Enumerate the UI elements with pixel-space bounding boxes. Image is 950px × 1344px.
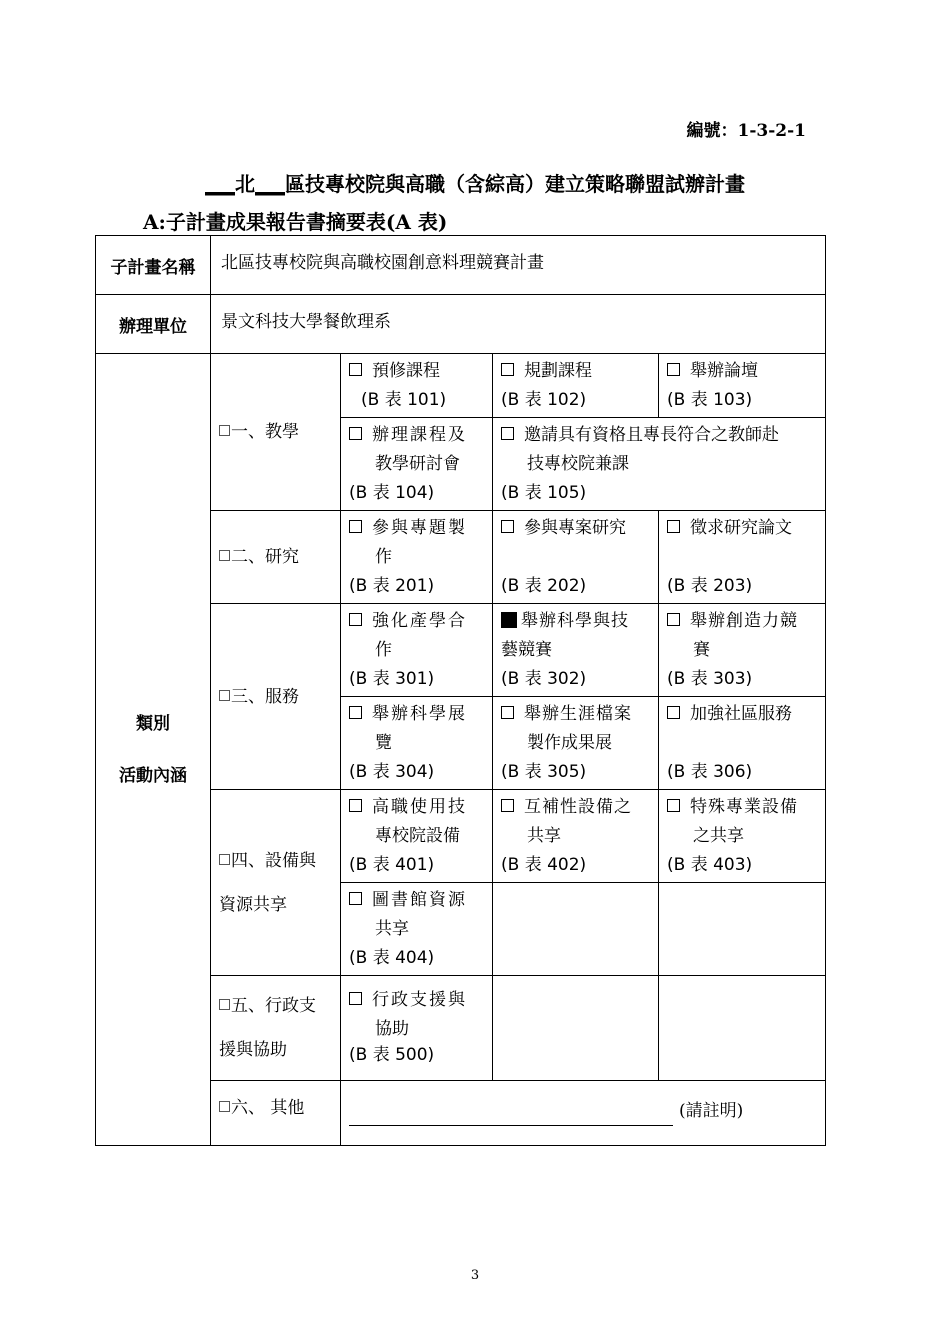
option-303-label-1: 舉辦創造力競 — [690, 611, 798, 631]
research-label: 二、研究 — [231, 547, 299, 567]
admin-label-1: 五、行政支 — [231, 996, 316, 1016]
option-302-label-1: 舉辦科學與技 — [521, 611, 629, 631]
option-102 — [493, 354, 659, 418]
option-202-checkbox[interactable] — [501, 520, 514, 533]
option-500-label-1: 行政支援與 — [372, 990, 467, 1010]
option-404 — [341, 883, 493, 976]
empty-cell-admin-3 — [659, 976, 826, 1081]
title-text: 區技專校院與高職（含綜高）建立策略聯盟試辦計畫 — [285, 172, 745, 196]
option-101-code: (B 表 101) — [361, 390, 447, 410]
option-101-checkbox[interactable] — [349, 363, 362, 376]
option-304-code: (B 表 304) — [349, 762, 435, 782]
option-402-code: (B 表 402) — [501, 855, 587, 875]
other-fill-line[interactable] — [349, 1107, 673, 1126]
option-103-label: 舉辦論壇 — [690, 361, 758, 381]
option-301-checkbox[interactable] — [349, 613, 362, 626]
option-302-label-2: 藝競賽 — [501, 640, 552, 660]
empty-cell-admin-2 — [493, 976, 659, 1081]
other-checkbox[interactable] — [219, 1101, 230, 1112]
option-105-code: (B 表 105) — [501, 483, 587, 503]
option-104-code: (B 表 104) — [349, 483, 435, 503]
option-303 — [659, 604, 826, 697]
option-303-code: (B 表 303) — [667, 669, 753, 689]
option-304-checkbox[interactable] — [349, 706, 362, 719]
option-305-label-2: 製作成果展 — [527, 733, 612, 753]
title-blank-mid: ___ — [255, 172, 285, 196]
option-201-label-1: 參與專題製 — [372, 518, 467, 538]
other-label: 六、 其他 — [231, 1098, 305, 1118]
option-305-label-1: 舉辦生涯檔案 — [524, 704, 632, 724]
option-404-label-1: 圖書館資源 — [372, 890, 467, 910]
category-other — [211, 1081, 341, 1146]
option-306-label: 加強社區服務 — [690, 704, 792, 724]
equipment-label-1: 四、設備與 — [231, 850, 316, 871]
category-label-1: 類別 — [136, 713, 170, 734]
option-305 — [493, 697, 659, 790]
document-title — [0, 168, 950, 197]
option-201-label-2: 作 — [375, 547, 392, 567]
option-301-code: (B 表 301) — [349, 669, 435, 689]
option-203-checkbox[interactable] — [667, 520, 680, 533]
option-500-label-2: 協助 — [375, 1019, 409, 1039]
option-201-code: (B 表 201) — [349, 576, 435, 596]
option-303-label-2: 賽 — [693, 640, 710, 660]
option-105-label-1: 邀請具有資格且專長符合之教師赴 — [524, 425, 779, 445]
option-201-checkbox[interactable] — [349, 520, 362, 533]
empty-cell-402b — [493, 883, 659, 976]
option-101-label: 預修課程 — [372, 361, 440, 381]
option-202-label: 參與專案研究 — [524, 518, 626, 538]
option-203-label: 徵求研究論文 — [690, 518, 792, 538]
option-304-label-2: 覽 — [375, 733, 392, 753]
option-302-checkbox-checked[interactable] — [501, 612, 517, 628]
option-402 — [493, 790, 659, 883]
category-teaching — [211, 354, 341, 511]
option-101 — [341, 354, 493, 418]
option-104-label-2: 教學研討會 — [375, 454, 460, 474]
option-306-code: (B 表 306) — [667, 762, 753, 782]
option-104 — [341, 418, 493, 511]
option-402-label-1: 互補性設備之 — [524, 797, 632, 817]
option-403-label-2: 之共享 — [693, 826, 744, 846]
option-103 — [659, 354, 826, 418]
option-401-label-2: 專校院設備 — [375, 826, 460, 846]
option-103-checkbox[interactable] — [667, 363, 680, 376]
option-202-code: (B 表 202) — [501, 576, 587, 596]
option-304 — [341, 697, 493, 790]
option-401-label-1: 高職使用技 — [372, 797, 467, 817]
option-403-code: (B 表 403) — [667, 855, 753, 875]
option-105-label-2: 技專校院兼課 — [527, 454, 629, 474]
option-301 — [341, 604, 493, 697]
equipment-label-2: 資源共享 — [219, 894, 287, 915]
teaching-label: 一、教學 — [231, 422, 299, 442]
service-label: 三、服務 — [231, 686, 299, 707]
option-302-code: (B 表 302) — [501, 669, 587, 689]
option-104-checkbox[interactable] — [349, 427, 362, 440]
option-306-checkbox[interactable] — [667, 706, 680, 719]
option-102-code: (B 表 102) — [501, 390, 587, 410]
form-subtitle: A:子計畫成果報告書摘要表(A 表) — [143, 210, 448, 234]
option-304-label-1: 舉辦科學展 — [372, 704, 467, 724]
admin-label-2: 援與協助 — [219, 1040, 287, 1060]
research-checkbox[interactable] — [219, 550, 230, 561]
empty-cell-403b — [659, 883, 826, 976]
option-305-checkbox[interactable] — [501, 706, 514, 719]
summary-table — [95, 235, 826, 1146]
service-checkbox[interactable] — [219, 690, 230, 701]
option-303-checkbox[interactable] — [667, 613, 680, 626]
unit-label: 辦理單位 — [96, 295, 211, 354]
category-label-cell — [96, 354, 211, 1146]
option-203 — [659, 511, 826, 604]
option-203-code: (B 表 203) — [667, 576, 753, 596]
category-research — [211, 511, 341, 604]
option-401-checkbox[interactable] — [349, 799, 362, 812]
option-403 — [659, 790, 826, 883]
option-102-checkbox[interactable] — [501, 363, 514, 376]
other-fill-cell — [341, 1081, 826, 1146]
option-306 — [659, 697, 826, 790]
option-105 — [493, 418, 826, 511]
option-500-checkbox[interactable] — [349, 992, 362, 1005]
option-500 — [341, 976, 493, 1081]
option-302 — [493, 604, 659, 697]
option-202 — [493, 511, 659, 604]
option-403-label-1: 特殊專業設備 — [690, 797, 798, 817]
option-103-code: (B 表 103) — [667, 390, 753, 410]
category-equipment — [211, 790, 341, 976]
option-201 — [341, 511, 493, 604]
option-102-label: 規劃課程 — [524, 361, 592, 381]
equipment-checkbox[interactable] — [219, 854, 230, 865]
project-name-value: 北區技專校院與高職校園創意料理競賽計畫 — [211, 236, 826, 295]
teaching-checkbox[interactable] — [219, 425, 230, 436]
option-404-checkbox[interactable] — [349, 892, 362, 905]
option-500-code: (B 表 500) — [349, 1045, 435, 1065]
option-401 — [341, 790, 493, 883]
document-code: 編號：1-3-2-1 — [686, 121, 806, 141]
option-404-code: (B 表 404) — [349, 948, 435, 968]
option-301-label-2: 作 — [375, 640, 392, 660]
option-104-label-1: 辦理課程及 — [372, 425, 467, 445]
option-403-checkbox[interactable] — [667, 799, 680, 812]
unit-value: 景文科技大學餐飲理系 — [211, 295, 826, 354]
project-name-label: 子計畫名稱 — [96, 236, 211, 295]
option-401-code: (B 表 401) — [349, 855, 435, 875]
option-402-label-2: 共享 — [527, 826, 561, 846]
option-301-label-1: 強化產學合 — [372, 611, 467, 631]
option-305-code: (B 表 305) — [501, 762, 587, 782]
option-402-checkbox[interactable] — [501, 799, 514, 812]
other-note: (請註明) — [679, 1101, 744, 1121]
option-404-label-2: 共享 — [375, 919, 409, 939]
category-admin — [211, 976, 341, 1081]
title-region: 北 — [235, 172, 255, 196]
title-blank-prefix: ___ — [205, 172, 235, 196]
page-number: 3 — [470, 1268, 480, 1283]
category-service — [211, 604, 341, 790]
admin-checkbox[interactable] — [219, 999, 230, 1010]
option-105-checkbox[interactable] — [501, 427, 514, 440]
category-label-2: 活動內涵 — [119, 765, 187, 786]
